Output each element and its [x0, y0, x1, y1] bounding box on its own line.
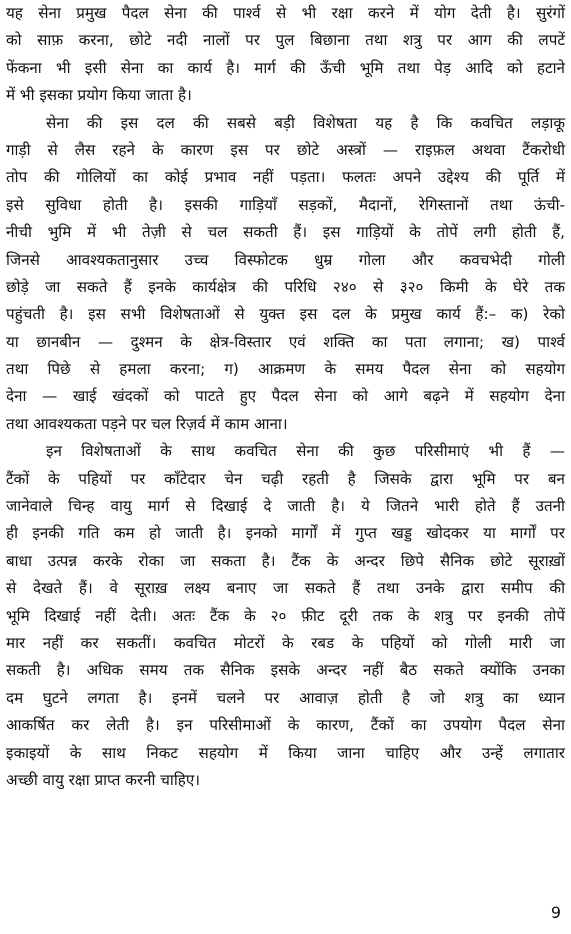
text-line: आकर्षित कर लेती है। इन परिसीमाओं के कारण, टैंकों का उपयोग पैदल सेना	[6, 716, 565, 735]
text-line: या छानबीन — दुश्मन के क्षेत्र-विस्तार एवं शक्ति का पता लगाना; ख) पार्श्व	[6, 332, 565, 351]
text-line: मार नहीं कर सकतीं। कवचित मोटरों के रबड के पहियों को गोली मारी जा	[6, 633, 565, 652]
text-line: तथा पिछे से हमला करना; ग) आक्रमण के समय पैदल सेना को सहयोग	[6, 360, 565, 379]
text-line: इन विशेषताओं के साथ कवचित सेना की कुछ परिसीमाएं भी हैं —	[46, 442, 565, 461]
text-line: तथा आवश्यकता पड़ने पर चल रिज़र्व में काम आना।	[6, 414, 288, 433]
text-line: सेना की इस दल की सबसे बड़ी विशेषता यह है कि कवचित लड़ाकू	[46, 113, 565, 132]
text-line: गाड़ी से लैस रहने के कारण इस पर छोटे अस्त्रों — राइफ़ल अथवा टैंकरोधी	[6, 140, 565, 159]
page-number: 9	[550, 903, 561, 922]
text-line: बाधा उत्पन्न करके रोका जा सकता है। टैंक के अन्दर छिपे सैनिक छोटे सूराख़ों	[6, 551, 565, 570]
text-line: नीची भुमि में भी तेज़ी से चल सकती हैं। इस गाड़ियों के तोपें लगी होती हैं,	[6, 223, 565, 242]
text-line: सकती है। अधिक समय तक सैनिक इसके अन्दर नहीं बैठ सकते क्योंकि उनका	[6, 661, 565, 680]
text-line: छोड़े जा सकते हैं इनके कार्यक्षेत्र की परिधि २४० से ३२० किमी के घेरे तक	[6, 277, 565, 296]
text-line: फेंकना भी इसी सेना का कार्य है। मार्ग की ऊँची भूमि तथा पेड़ आदि को हटाने	[6, 58, 565, 77]
text-line: से देखते हैं। वे सूराख़ लक्ष्य बनाए जा सकते हैं तथा उनके द्वारा समीप की	[6, 579, 565, 598]
text-line: जिनसे आवश्यकतानुसार उच्च विस्फोटक धुम्र गोला और कवचभेदी गोली	[6, 250, 565, 269]
text-line: को साफ़ करना, छोटे नदी नालों पर पुल बिछाना तथा शत्रु पर आग की लपटें	[6, 31, 565, 50]
body-text	[6, 0, 565, 794]
text-line: भूमि दिखाई नहीं देती। अतः टैंक के २० फ़ीट दूरी तक के शत्रु पर इनकी तोपें	[6, 606, 565, 625]
text-line: जानेवाले चिन्ह वायु मार्ग से दिखाई दे जाती है। ये जितने भारी होते हैं उतनी	[6, 497, 565, 516]
text-line: पहुंचती है। इस सभी विशेषताओं से युक्त इस दल के प्रमुख कार्य हैं:– क) रेको	[6, 305, 565, 324]
text-line: तोप की गोलियों का कोई प्रभाव नहीं पड़ता। फलतः अपने उद्देश्य की पूर्ति में	[6, 168, 565, 187]
text-line: टैंकों के पहियों पर काँटेदार चेन चढ़ी रहती है जिसके द्वारा भूमि पर बन	[6, 469, 565, 488]
text-line: दम घुटने लगता है। इनमें चलने पर आवाज़ होती है जो शत्रु का ध्यान	[6, 688, 565, 707]
text-line: इकाइयों के साथ निकट सहयोग में किया जाना चाहिए और उन्हें लगातार	[6, 743, 565, 762]
text-line: देना — खाई खंदकों को पाटते हुए पैदल सेना को आगे बढ़ने में सहयोग देना	[6, 387, 565, 406]
text-line: में भी इसका प्रयोग किया जाता है।	[6, 86, 192, 105]
text-line: इसे सुविधा होती है। इसकी गाड़ियाँ सड़कों, मैदानों, रेगिस्तानों तथा ऊंची-	[6, 195, 565, 214]
text-line: अच्छी वायु रक्षा प्राप्त करनी चाहिए।	[6, 770, 201, 789]
text-line: यह सेना प्रमुख पैदल सेना की पार्श्व से भी रक्षा करने में योग देती है। सुरंगों	[6, 4, 565, 22]
text-line: ही इनकी गति कम हो जाती है। इनको मार्गों में गुप्त खड्ड खोदकर या मार्गों पर	[6, 524, 565, 543]
